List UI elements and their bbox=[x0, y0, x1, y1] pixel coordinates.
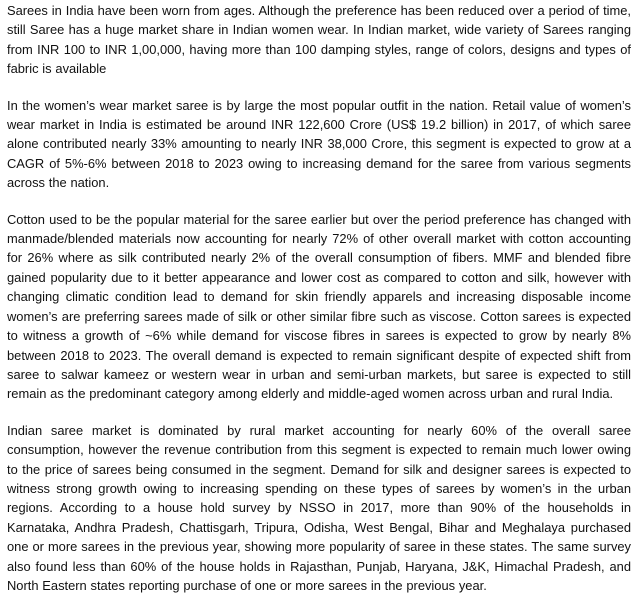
paragraph-fiber-materials: Cotton used to be the popular material for the saree earlier but over the period preference has changed with manmade/blended materials now accounting for nearly 72% of other overall market with cotton accounting for 26% where as silk contributed nearly 2% of the overall consumption of fibers. MMF and blended fibre gained popularity due to it better appearance and lower cost as compared to cotton and silk, however with changing climatic condition lead to demand for skin friendly apparels and increasing disposable income women’s are preferring sarees made of silk or other similar fibre such as viscose. Cotton sarees is expected to witness a growth of ~6% while demand for viscose fibres in sarees is expected to grow by nearly 8% between 2018 to 2023. The overall demand is expected to remain significant despite of expected shift from saree to salwar kameez or western wear in urban and semi-urban markets, but saree is expected to still remain as the predominant category among elderly and middle-aged women across urban and rural India. bbox=[7, 211, 631, 402]
paragraph-rural-urban-demand: Indian saree market is dominated by rural market accounting for nearly 60% of the overall saree consumption, however the revenue contribution from this segment is expected to remain much lower owing to the price of sarees being consumed in the segment. Demand for silk and designer sarees is expected to witness strong growth owing to increasing spending on these types of sarees by women’s in the urban regions. According to a house hold survey by NSSO in 2017, more than 90% of the households in Karnataka, Andhra Pradesh, Chattisgarh, Tripura, Odisha, West Bengal, Bihar and Meghalaya purchased one or more sarees in the previous year, showing more popularity of saree in these states. The same survey also found less than 60% of the house holds in Rajasthan, Punjab, Haryana, J&K, Himachal Pradesh, and North Eastern states reporting purchase of one or more sarees in the previous year. bbox=[7, 422, 631, 593]
paragraph-saree-history: Sarees in India have been worn from ages. Although the preference has been reduced over a period of time, still Saree has a huge market share in Indian women wear. In Indian market, wide variety of Sarees ranging from INR 100 to INR 1,00,000, having more than 100 damping styles, range of colors, designs and types of fabric is available bbox=[7, 3, 631, 77]
paragraph-womens-wear-market: In the women’s wear market saree is by large the most popular outfit in the nation. Retail value of women’s wear market in India is estimated be around INR 122,600 Crore (US$ 19.2 billion) in 2017, of which saree alone contributed nearly 33% amounting to nearly INR 38,000 Crore, this segment is expected to grow at a CAGR of 5%-6% between 2018 to 2023 owing to increasing demand for the saree from various segments across the nation. bbox=[7, 97, 631, 191]
